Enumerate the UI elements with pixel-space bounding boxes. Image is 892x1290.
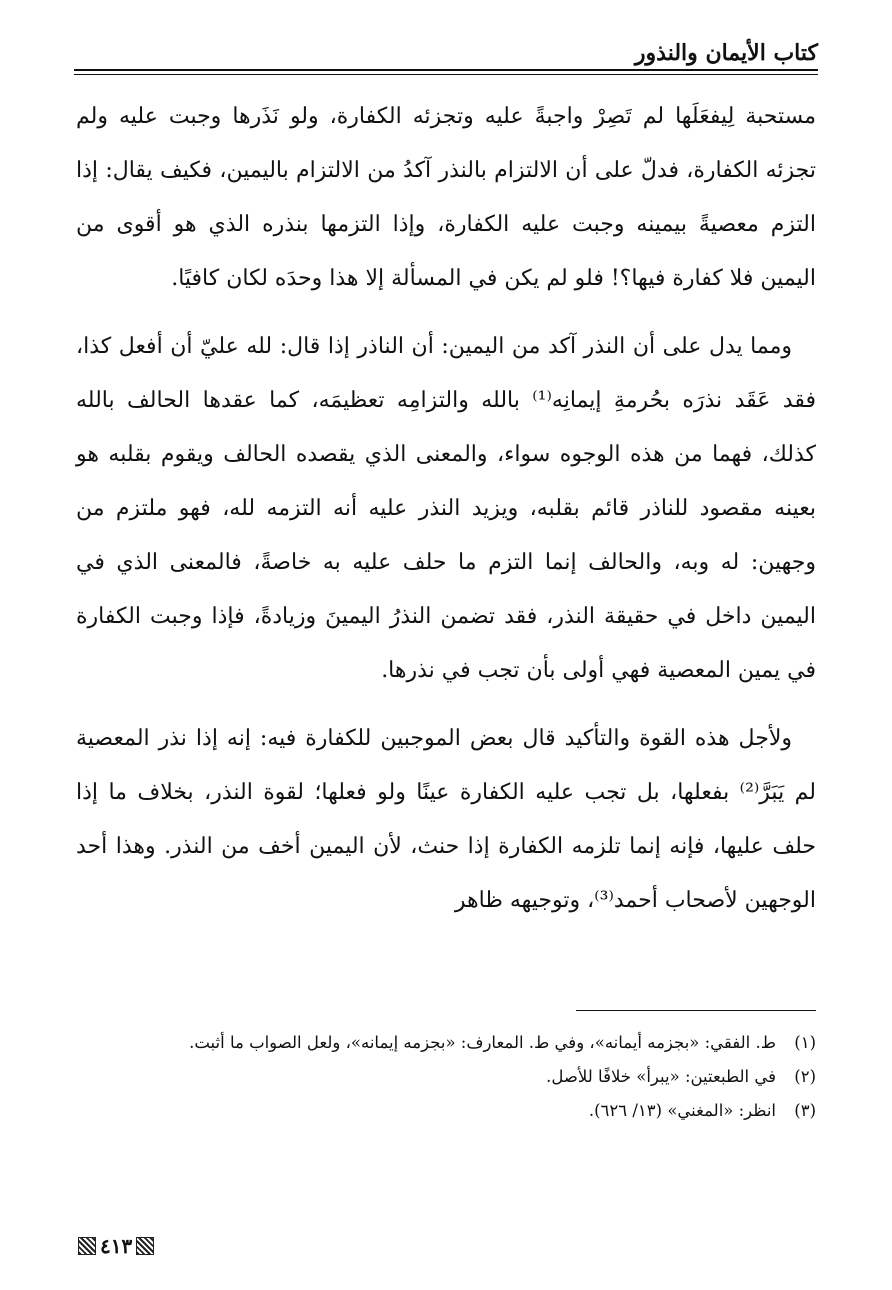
footnote-item	[76, 1094, 816, 1128]
footnote-number: (٣)	[794, 1101, 816, 1120]
running-header	[74, 38, 818, 72]
paragraph: ولأجل هذه القوة والتأكيد قال بعض الموجبين للكفارة فيه: إنه إذا نذر المعصية لم يَبَرَّ⁽²⁾ بفعلها، بل تجب عليه الكفارة عينًا ولو فعلها؛ لقوة النذر، بخلاف ما إذا حلف عليها، فإنه إنما تلزمه الكفارة إذا حنث، لأن اليمين أخف من النذر. وهذا أحد الوجهين لأصحاب أحمد⁽³⁾، وتوجيهه ظاهر	[76, 726, 816, 913]
footnote-number: (٢)	[794, 1067, 816, 1086]
footnote-text: انظر: «المغني» (١٣/ ٦٢٦).	[588, 1101, 776, 1120]
footnote-separator	[576, 1010, 816, 1011]
footnote-text: في الطبعتين: «يبرأ» خلافًا للأصل.	[546, 1067, 776, 1086]
header-rule-thin	[74, 74, 818, 75]
ornament-icon	[78, 1237, 96, 1255]
page-number	[78, 1234, 154, 1258]
paragraph: مستحبة لِيفعَلَها لم تَصِرْ واجبةً عليه وتجزئه الكفارة، ولو نَذَرها وجبت عليه ولم تجزئه الكفارة، فدلّ على أن الالتزام بالنذر آكدُ من الالتزام باليمين، فكيف يقال: إذا التزم معصيةً بيمينه وجبت عليه الكفارة، وإذا التزمها بنذره الذي هو أقوى من اليمين فلا كفارة فيها؟! فلو لم يكن في المسألة إلا هذا وحدَه لكان كافيًا.	[76, 104, 816, 291]
footnotes	[76, 1026, 816, 1128]
footnote-item	[76, 1026, 816, 1060]
page-number-text: ٤١٣	[100, 1234, 133, 1258]
footnote-number: (١)	[794, 1033, 816, 1052]
paragraph: ومما يدل على أن النذر آكد من اليمين: أن الناذر إذا قال: لله عليّ أن أفعل كذا، فقد عَقَد نذرَه بحُرمةِ إيمانِه⁽¹⁾ بالله والتزامِه تعظيمَه، كما عقدها الحالف بالله كذلك، فهما من هذه الوجوه سواء، والمعنى الذي يقصده الحالف ويقوم بقلبه هو بعينه مقصود للناذر قائم بقلبه، ويزيد النذر عليه أنه التزمه لله، فهو ملتزم من وجهين: له وبه، والحالف إنما التزم ما حلف عليه به خاصةً، فالمعنى الذي في اليمين داخل في حقيقة النذر، فقد تضمن النذرُ اليمينَ وزيادةً، فإذا وجبت الكفارة في يمين المعصية فهي أولى بأن تجب في نذرها.	[76, 334, 816, 683]
chapter-title: كتاب الأيمان والنذور	[634, 40, 818, 66]
footnote-text: ط. الفقي: «بجزمه أيمانه»، وفي ط. المعارف: «بجزمه إيمانه»، ولعل الصواب ما أثبت.	[189, 1033, 776, 1052]
body-text	[76, 90, 816, 942]
header-rule	[74, 69, 818, 71]
ornament-icon	[136, 1237, 154, 1255]
footnote-item	[76, 1060, 816, 1094]
